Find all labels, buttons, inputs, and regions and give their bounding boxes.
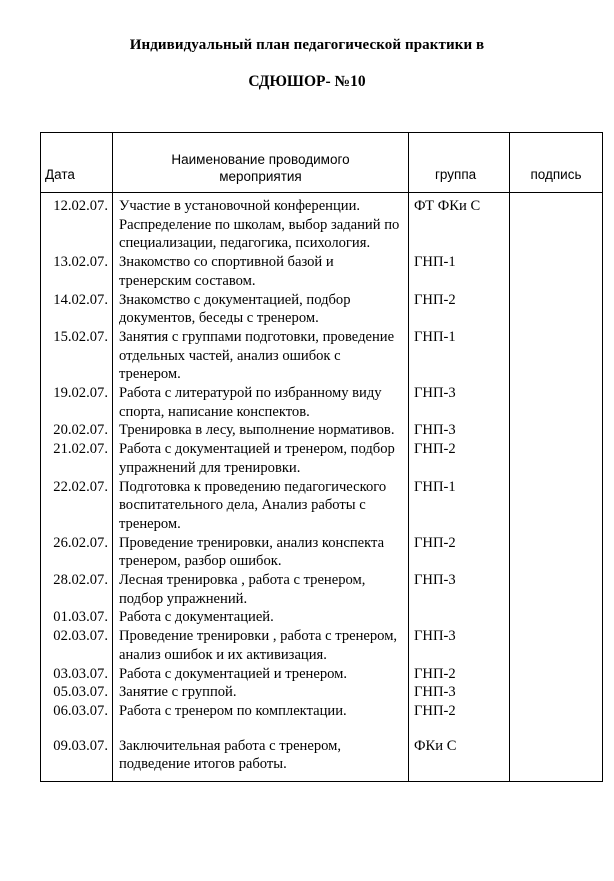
group-cell: ГНП-2 <box>409 702 510 721</box>
activity-cell: Заключительная работа с тренером, подведение итогов работы. <box>113 737 409 782</box>
activity-cell: Знакомство с документацией, подбор документов, беседы с тренером. <box>113 291 409 328</box>
group-cell: ГНП-1 <box>409 328 510 384</box>
table-row <box>41 702 603 721</box>
signature-cell <box>510 291 603 328</box>
table-row <box>41 478 603 534</box>
date-cell: 03.03.07. <box>41 665 113 684</box>
practice-plan-table <box>40 132 603 782</box>
signature-cell <box>510 665 603 684</box>
activity-cell: Проведение тренировки , работа с тренером, анализ ошибок и их активизация. <box>113 627 409 664</box>
table-row <box>41 627 603 664</box>
signature-cell <box>510 440 603 477</box>
activity-cell: Знакомство со спортивной базой и тренерским составом. <box>113 253 409 290</box>
signature-cell <box>510 328 603 384</box>
group-cell: ГНП-3 <box>409 384 510 421</box>
activity-cell: Лесная тренировка , работа с тренером, подбор упражнений. <box>113 571 409 608</box>
table-header-row <box>41 133 603 193</box>
date-cell: 22.02.07. <box>41 478 113 534</box>
activity-cell: Участие в установочной конференции. Распределение по школам, выбор заданий по специализации, педагогика, психология. <box>113 197 409 253</box>
group-cell: ГНП-3 <box>409 421 510 440</box>
signature-cell <box>510 702 603 721</box>
signature-cell <box>510 627 603 664</box>
signature-cell <box>510 421 603 440</box>
group-cell <box>409 608 510 627</box>
table-row <box>41 665 603 684</box>
signature-cell <box>510 478 603 534</box>
table-row <box>41 291 603 328</box>
header-activity-line1: Наименование проводимого <box>171 152 350 167</box>
group-cell: ГНП-1 <box>409 478 510 534</box>
activity-cell: Работа с документацией и тренером. <box>113 665 409 684</box>
group-cell: ГНП-3 <box>409 683 510 702</box>
group-cell: ГНП-3 <box>409 571 510 608</box>
table-row <box>41 534 603 571</box>
table-row <box>41 328 603 384</box>
date-cell: 14.02.07. <box>41 291 113 328</box>
activity-cell: Тренировка в лесу, выполнение нормативов. <box>113 421 409 440</box>
date-cell: 05.03.07. <box>41 683 113 702</box>
table-row <box>41 253 603 290</box>
table-row <box>41 608 603 627</box>
group-cell: ГНП-2 <box>409 665 510 684</box>
date-cell: 13.02.07. <box>41 253 113 290</box>
activity-cell: Работа с тренером по комплектации. <box>113 702 409 721</box>
signature-cell <box>510 253 603 290</box>
table-row <box>41 197 603 253</box>
activity-cell: Работа с документацией и тренером, подбор упражнений для тренировки. <box>113 440 409 477</box>
document-subtitle: СДЮШОР- №10 <box>248 73 366 90</box>
table-body <box>41 197 603 781</box>
header-activity-line2: мероприятия <box>219 169 302 184</box>
signature-cell <box>510 384 603 421</box>
header-date: Дата <box>41 133 113 193</box>
activity-cell: Работа с документацией. <box>113 608 409 627</box>
group-cell: ФТ ФКи С <box>409 197 510 253</box>
group-cell: ФКи С <box>409 737 510 782</box>
date-cell: 06.03.07. <box>41 702 113 721</box>
table-row <box>41 683 603 702</box>
signature-cell <box>510 683 603 702</box>
activity-cell: Подготовка к проведению педагогического воспитательного дела, Анализ работы с тренером. <box>113 478 409 534</box>
group-cell: ГНП-2 <box>409 291 510 328</box>
date-cell: 09.03.07. <box>41 737 113 782</box>
table-row <box>41 421 603 440</box>
table-row <box>41 384 603 421</box>
signature-cell <box>510 534 603 571</box>
table-row <box>41 440 603 477</box>
date-cell: 12.02.07. <box>41 197 113 253</box>
header-activity <box>113 133 409 193</box>
date-cell: 26.02.07. <box>41 534 113 571</box>
signature-cell <box>510 608 603 627</box>
date-cell: 02.03.07. <box>41 627 113 664</box>
group-cell: ГНП-3 <box>409 627 510 664</box>
group-cell: ГНП-2 <box>409 534 510 571</box>
date-cell: 28.02.07. <box>41 571 113 608</box>
date-cell: 21.02.07. <box>41 440 113 477</box>
activity-cell: Работа с литературой по избранному виду спорта, написание конспектов. <box>113 384 409 421</box>
signature-cell <box>510 197 603 253</box>
activity-cell: Занятия с группами подготовки, проведение отдельных частей, анализ ошибок с тренером. <box>113 328 409 384</box>
date-cell: 19.02.07. <box>41 384 113 421</box>
group-cell: ГНП-2 <box>409 440 510 477</box>
date-cell: 15.02.07. <box>41 328 113 384</box>
group-cell: ГНП-1 <box>409 253 510 290</box>
table-row <box>41 571 603 608</box>
signature-cell <box>510 571 603 608</box>
activity-cell: Занятие с группой. <box>113 683 409 702</box>
header-signature: подпись <box>510 133 603 193</box>
date-cell: 01.03.07. <box>41 608 113 627</box>
date-cell: 20.02.07. <box>41 421 113 440</box>
table-row <box>41 737 603 782</box>
document-title: Индивидуальный план педагогической практики в <box>129 37 485 53</box>
header-group: группа <box>409 133 510 193</box>
signature-cell <box>510 737 603 782</box>
activity-cell: Проведение тренировки, анализ конспекта тренером, разбор ошибок. <box>113 534 409 571</box>
